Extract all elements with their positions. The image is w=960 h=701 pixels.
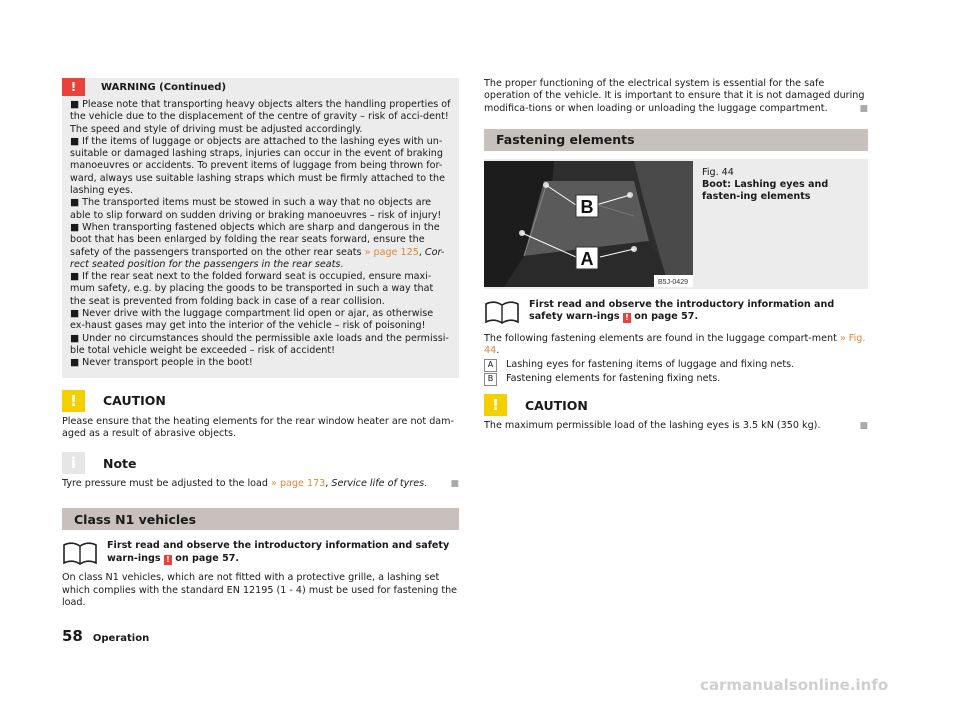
warning-title: WARNING (Continued) — [101, 81, 227, 93]
reference-title: Cor-rect seated position for the passengers in the rear seats — [70, 246, 445, 270]
page-number: 58 — [62, 627, 83, 645]
list-item-text: Fastening elements for fastening fixing nets. — [506, 373, 721, 385]
warning-header — [62, 78, 459, 96]
warning-icon: ! — [623, 313, 631, 323]
open-book-icon — [484, 299, 520, 325]
list-item-text: Lashing eyes for fastening items of luggage and fixing nets. — [506, 359, 795, 371]
section-end-mark: ■ — [859, 421, 868, 432]
boot-illustration — [484, 161, 693, 287]
caution-title: CAUTION — [525, 397, 588, 413]
caution-text: Please ensure that the heating elements for the rear window heater are not dam-aged as a result of abrasive objects. — [62, 415, 454, 439]
reference-title: Service life of tyres — [331, 478, 425, 490]
warning-item: ■ If the rear seat next to the folded forward seat is occupied, ensure maxi-mum safety, e.g. by placing the goods to be transported in such a way that the seat is prevented from folding back in case of a rear collision. — [70, 271, 434, 307]
lead-text-body: The following fastening elements are found in the luggage compart-ment — [484, 332, 840, 344]
right-column — [484, 78, 868, 433]
electrical-paragraph — [484, 78, 868, 115]
warning-item: ■ Never drive with the luggage compartment lid open or ajar, as otherwise ex-haust gases may get into the interior of the vehicle – risk of poisoning! — [70, 308, 434, 332]
warning-body — [62, 96, 459, 370]
intro-text-a: First read and observe the introductory information and safety warn-ings — [107, 540, 450, 564]
caution-header — [62, 390, 459, 412]
figure-label-b: B — [580, 196, 594, 217]
period: . — [424, 478, 428, 490]
figure-link[interactable]: » Fig. 44 — [484, 332, 866, 357]
warning-item: ■ Under no circumstances should the permissible axle loads and the permissi-ble total vehicle weight be exceeded – risk of accident! — [70, 332, 449, 356]
boot-figure-image — [484, 161, 693, 287]
separator: , — [325, 478, 332, 490]
figure-title: Boot: Lashing eyes and fasten-ing elements — [702, 179, 829, 203]
section-end-mark: ■ — [450, 479, 459, 490]
page-footer — [62, 627, 149, 645]
page-link[interactable]: » page 173 — [271, 478, 326, 490]
period: . — [496, 345, 500, 357]
caution-text — [484, 420, 868, 432]
warning-icon: ! — [62, 78, 85, 96]
warning-box — [62, 78, 459, 378]
intro-row — [62, 540, 459, 566]
figure-number: Fig. 44 — [702, 166, 734, 178]
info-icon: i — [62, 452, 85, 474]
paragraph-text: The proper functioning of the electrical system is essential for the safe operation of the vehicle. It is important to ensure that it is not damaged during modifica-tions or when loading or unloading the luggage compartment. — [484, 78, 865, 114]
list-item — [484, 372, 868, 386]
note-header — [62, 452, 459, 474]
caution-icon: ! — [62, 390, 85, 412]
intro-text-b: on page 57. — [630, 311, 699, 323]
caution-text-body: The maximum permissible load of the lashing eyes is 3.5 kN (350 kg). — [484, 420, 821, 432]
note-text-start: Tyre pressure must be adjusted to the load — [62, 478, 272, 490]
note-title: Note — [103, 455, 137, 471]
footer-section: Operation — [92, 633, 150, 644]
list-item — [484, 358, 868, 372]
figure-caption — [702, 167, 868, 289]
figure-code: B5J-0429 — [658, 278, 688, 286]
warning-item: ■ If the items of luggage or objects are attached to the lashing eyes with un-suitable or damaged lashing straps, injuries can occur in the event of braking manoeuvres or accidents. To prevent items of luggage from being thrown for-ward, always use suitable lashing straps which must be firmly attached to the lashing eyes. — [70, 135, 445, 197]
open-book-icon — [62, 540, 98, 566]
caution-title: CAUTION — [103, 393, 166, 409]
list-badge-b: B — [484, 373, 497, 386]
figure-block — [484, 159, 868, 289]
warning-item — [70, 222, 451, 271]
warning-item: ■ The transported items must be stowed in such a way that no objects are able to slip forward on sudden driving or braking manoeuvres – risk of injury! — [70, 197, 442, 221]
warning-item: ■ Never transport people in the boot! — [70, 357, 253, 369]
intro-text-b: on page 57. — [171, 552, 240, 564]
left-column — [62, 78, 459, 609]
caution-header — [484, 394, 868, 416]
intro-text — [529, 299, 868, 325]
class-n1-text: On class N1 vehicles, which are not fitted with a protective grille, a lashing set which complies with the standard EN 12195 (1 - 4) must be used for fastening the load. — [62, 572, 458, 609]
page-link[interactable]: » page 125 — [364, 246, 419, 258]
warning-item: ■ Please note that transporting heavy objects alters the handling properties of the vehicle due to the displacement of the centre of gravity – risk of acci-dent! The speed and style of driving must be adjusted accordingly. — [70, 99, 451, 135]
watermark: carmanualsonline.info — [700, 676, 889, 694]
warning-item-text: ■ When transporting fastened objects which are sharp and dangerous in the boot that has been enlarged by folding the rear seats forward, ensure the safety of the passengers transported on the other rear seats — [70, 221, 440, 258]
list-badge-a: A — [484, 359, 497, 372]
period: . — [340, 258, 344, 270]
intro-text — [107, 540, 459, 566]
warning-icon: ! — [164, 555, 172, 565]
separator: , — [418, 246, 425, 258]
section-heading-class-n1: Class N1 vehicles — [62, 508, 459, 530]
section-end-mark: ■ — [859, 103, 868, 114]
lead-text — [484, 333, 868, 358]
figure-label-a: A — [580, 248, 594, 269]
caution-icon: ! — [484, 394, 507, 416]
section-heading-fastening: Fastening elements — [484, 129, 868, 151]
note-text — [62, 478, 459, 490]
intro-text-a: First read and observe the introductory information and safety warn-ings — [529, 298, 835, 323]
intro-row — [484, 299, 868, 325]
